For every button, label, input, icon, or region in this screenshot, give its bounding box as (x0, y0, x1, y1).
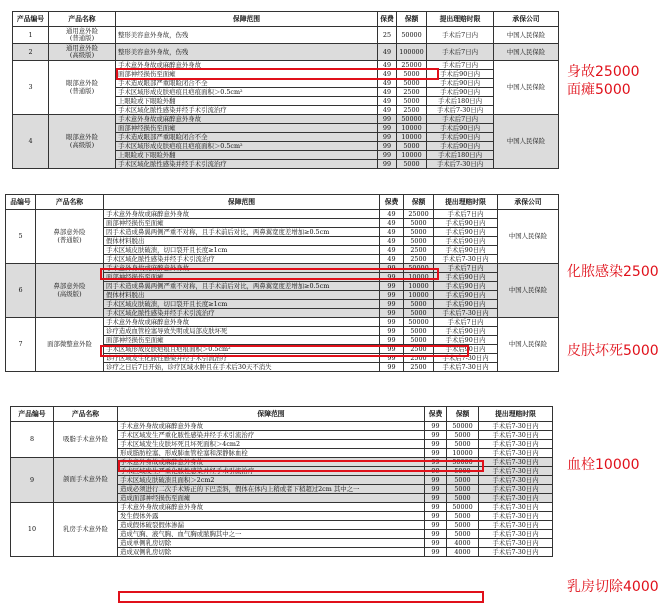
coverage-item: 手术区域化脓性感染并经手术引流治疗 (116, 106, 378, 115)
claim-deadline: 手术后7日内 (427, 115, 494, 124)
column-header: 提出理赔时限 (427, 12, 494, 27)
sum-insured-value: 10000 (404, 282, 434, 291)
sum-insured-value: 50000 (404, 318, 434, 327)
sum-insured-value: 25000 (404, 210, 434, 219)
coverage-item: 手术区域形成皮肤疤痕且疤痕面积＞0.5cm² (104, 345, 380, 354)
premium-value: 99 (380, 345, 404, 354)
note-text: 乳房切除4000 (567, 579, 659, 595)
sum-insured-value: 50000 (397, 27, 427, 44)
sum-insured-value: 5000 (397, 70, 427, 79)
premium-value: 99 (425, 503, 447, 512)
coverage-item: 手术区域发生严重化脓性感染并经手术引流治疗 (118, 467, 425, 476)
claim-deadline: 手术后7日内 (427, 44, 494, 61)
sum-insured-value: 5000 (447, 485, 479, 494)
column-header: 保额 (404, 195, 434, 210)
table-header-row (6, 195, 559, 210)
coverage-item: 面部神经损伤至面瘫 (116, 124, 378, 133)
claim-deadline: 手术后7-30日内 (479, 458, 553, 467)
insurer-name: 中国人民保险 (494, 27, 559, 44)
highlight-box-thrombus (118, 460, 484, 472)
coverage-item: 手术意外身故或麻醉意外身故 (118, 458, 425, 467)
coverage-item: 造成面部神经损伤至面瘫 (118, 494, 425, 503)
column-header: 保费 (380, 195, 404, 210)
coverage-item: 因手术造成鼻翼两侧严重不对称，且手术前后对比，两鼻翼宽度差增加≥0.5cm (104, 228, 380, 237)
premium-value: 49 (380, 219, 404, 228)
claim-deadline: 手术后90日内 (434, 273, 498, 282)
premium-value: 99 (378, 124, 397, 133)
sum-insured-value: 5000 (404, 237, 434, 246)
claim-deadline: 手术后180日内 (427, 151, 494, 160)
coverage-item: 造成单侧乳房切除 (118, 539, 425, 548)
sum-insured-value: 50000 (447, 458, 479, 467)
sum-insured-value: 5000 (404, 300, 434, 309)
column-header: 产品名称 (36, 195, 104, 210)
product-id: 4 (13, 115, 49, 169)
column-header: 保障范围 (104, 195, 380, 210)
insurer-name: 中国人民保险 (498, 318, 559, 372)
sum-insured-value: 5000 (447, 440, 479, 449)
premium-value: 99 (378, 142, 397, 151)
sum-insured-value: 5000 (404, 309, 434, 318)
insurance-table-3 (10, 406, 553, 557)
coverage-item: 造成气胸、液气胸、血气胸或脓胸其中之一 (118, 530, 425, 539)
table-row (13, 115, 559, 124)
premium-value: 99 (425, 440, 447, 449)
claim-deadline: 手术后7-30日内 (479, 530, 553, 539)
note-mastectomy (567, 579, 659, 597)
sum-insured-value: 2500 (404, 354, 434, 363)
product-name: 眼部意外险 (普通版) (49, 61, 116, 115)
coverage-item: 上眼睑或下眼睑外翻 (116, 97, 378, 106)
premium-value: 99 (380, 309, 404, 318)
coverage-item: 面部神经损伤至面瘫 (104, 273, 380, 282)
premium-value: 49 (378, 106, 397, 115)
claim-deadline: 手术后7-30日内 (479, 539, 553, 548)
claim-deadline: 手术后7-30日内 (427, 106, 494, 115)
column-header: 提出理赔时限 (479, 407, 553, 422)
product-id: 2 (13, 44, 49, 61)
premium-value: 49 (378, 70, 397, 79)
coverage-item: 诊疗区域发生化脓性感染并经手术引流治疗 (104, 354, 380, 363)
claim-deadline: 手术后7-30日内 (479, 503, 553, 512)
sum-insured-value: 5000 (397, 79, 427, 88)
highlight-box-death (116, 68, 439, 80)
product-id: 3 (13, 61, 49, 115)
claim-deadline: 手术后7-30日内 (479, 485, 553, 494)
product-id: 9 (11, 458, 54, 503)
table-header-row (13, 12, 559, 27)
note-necrosis (567, 343, 659, 361)
claim-deadline: 手术后7日内 (434, 210, 498, 219)
product-id: 10 (11, 503, 54, 557)
sum-insured-value: 10000 (447, 449, 479, 458)
premium-value: 99 (378, 151, 397, 160)
sum-insured-value: 50000 (447, 503, 479, 512)
sum-insured-value: 5000 (447, 467, 479, 476)
product-name: 眼部意外险 (高级版) (49, 115, 116, 169)
column-header: 保障范围 (116, 12, 378, 27)
coverage-item: 形成脂肪栓塞、形成肺血管栓塞和深静脉血栓 (118, 449, 425, 458)
product-name: 颌面手术意外险 (54, 458, 118, 503)
product-id: 1 (13, 27, 49, 44)
sum-insured-value: 5000 (404, 228, 434, 237)
column-header: 产品名称 (54, 407, 118, 422)
premium-value: 99 (425, 449, 447, 458)
product-name: 吸脂手术意外险 (54, 422, 118, 458)
product-name: 乳房手术意外险 (54, 503, 118, 557)
coverage-item: 面部神经损伤至面瘫 (104, 336, 380, 345)
note-text: 皮肤坏死5000 (567, 343, 659, 359)
column-header: 保费 (425, 407, 447, 422)
coverage-item: 手术区域化脓性感染并经手术引流治疗 (116, 160, 378, 169)
column-header: 产品编号 (11, 407, 54, 422)
claim-deadline: 手术后7-30日内 (434, 363, 498, 372)
coverage-item: 手术造成眼部严重眼睑闭合不全 (116, 79, 378, 88)
insurer-name: 中国人民保险 (494, 44, 559, 61)
product-id: 7 (6, 318, 36, 372)
column-header: 保费 (378, 12, 397, 27)
note-text: 身故25000 面瘫5000 (567, 64, 640, 98)
claim-deadline: 手术后7-30日内 (479, 440, 553, 449)
claim-deadline: 手术后7日内 (434, 264, 498, 273)
sum-insured-value: 5000 (397, 142, 427, 151)
note-text: 血栓10000 (567, 457, 640, 473)
coverage-item: 手术意外身故或麻醉意外身故 (104, 318, 380, 327)
coverage-item: 面部神经损伤至面瘫 (104, 219, 380, 228)
claim-deadline: 手术后90日内 (434, 291, 498, 300)
sum-insured-value: 2500 (397, 88, 427, 97)
coverage-item: 手术意外身故或麻醉意外身故 (118, 503, 425, 512)
product-name: 鼻部意外险 (高级版) (36, 264, 104, 318)
claim-deadline: 手术后90日内 (427, 88, 494, 97)
column-header: 提出理赔时限 (434, 195, 498, 210)
premium-value: 99 (380, 300, 404, 309)
premium-value: 99 (378, 115, 397, 124)
sum-insured-value: 10000 (404, 291, 434, 300)
premium-value: 99 (380, 363, 404, 372)
claim-deadline: 手术后90日内 (434, 228, 498, 237)
coverage-item: 手术意外身故或麻醉意外身故 (118, 422, 425, 431)
table-header-row (11, 407, 553, 422)
column-header: 保障范围 (118, 407, 425, 422)
premium-value: 49 (380, 255, 404, 264)
coverage-item: 整形美容意外身故，伤残 (116, 27, 378, 44)
premium-value: 49 (380, 246, 404, 255)
coverage-item: 手术意外身故或麻醉意外身故 (104, 210, 380, 219)
premium-value: 49 (380, 228, 404, 237)
claim-deadline: 手术后7-30日内 (479, 512, 553, 521)
insurer-name: 中国人民保险 (498, 210, 559, 264)
claim-deadline: 手术后7-30日内 (427, 160, 494, 169)
premium-value: 99 (425, 548, 447, 557)
premium-value: 25 (378, 27, 397, 44)
sum-insured-value: 50000 (447, 422, 479, 431)
product-id: 8 (11, 422, 54, 458)
coverage-item: 造成双侧乳房切除 (118, 548, 425, 557)
sum-insured-value: 5000 (404, 327, 434, 336)
coverage-item: 手术区域形成皮肤疤痕且疤痕面积＞0.5cm² (116, 142, 378, 151)
coverage-item: 手术区域发生严重化脓性感染并经手术引流治疗 (118, 431, 425, 440)
premium-value: 99 (425, 476, 447, 485)
table-row (13, 44, 559, 61)
coverage-item: 面部神经损伤至面瘫 (116, 70, 378, 79)
premium-value: 99 (425, 467, 447, 476)
premium-value: 49 (378, 61, 397, 70)
claim-deadline: 手术后7-30日内 (434, 309, 498, 318)
premium-value: 99 (378, 160, 397, 169)
sum-insured-value: 5000 (447, 530, 479, 539)
claim-deadline: 手术后90日内 (434, 246, 498, 255)
premium-value: 49 (378, 97, 397, 106)
sum-insured-value: 10000 (397, 151, 427, 160)
claim-deadline: 手术后90日内 (427, 79, 494, 88)
table-row (13, 27, 559, 44)
sum-insured-value: 25000 (397, 61, 427, 70)
premium-value: 99 (380, 264, 404, 273)
coverage-item: 造成假体破裂假体渗漏 (118, 521, 425, 530)
table-row (6, 210, 559, 219)
sum-insured-value: 4000 (447, 539, 479, 548)
sum-insured-value: 10000 (404, 273, 434, 282)
coverage-item: 假体材料脱出 (104, 237, 380, 246)
note-death-paralysis (567, 64, 640, 99)
highlight-box-infection (100, 268, 439, 280)
coverage-item: 造成必须进行二次手术矫正的下巴歪斜，假体在体内上稍或者下稍超过2cm 其中之一 (118, 485, 425, 494)
highlight-box-mastectomy (118, 591, 484, 603)
table-row (11, 503, 553, 512)
column-header: 品编号 (6, 195, 36, 210)
claim-deadline: 手术后90日内 (434, 336, 498, 345)
claim-deadline: 手术后7-30日内 (479, 467, 553, 476)
claim-deadline: 手术后90日内 (434, 327, 498, 336)
premium-value: 99 (425, 494, 447, 503)
coverage-item: 手术意外身故或麻醉意外身故 (116, 115, 378, 124)
sum-insured-value: 5000 (447, 431, 479, 440)
sum-insured-value: 2500 (404, 255, 434, 264)
coverage-item: 手术区域化脓性感染并经手术引流治疗 (104, 255, 380, 264)
claim-deadline: 手术后7-30日内 (479, 431, 553, 440)
premium-value: 49 (378, 44, 397, 61)
highlight-box-necrosis (100, 345, 469, 357)
column-header: 承保公司 (494, 12, 559, 27)
premium-value: 49 (380, 210, 404, 219)
coverage-item: 整形美容意外身故，伤残 (116, 44, 378, 61)
claim-deadline: 手术后7日内 (427, 61, 494, 70)
product-name: 通用意外险 (高级版) (49, 44, 116, 61)
coverage-item: 手术区域皮肤破溃，切口裂开且长度≥1cm (104, 300, 380, 309)
premium-value: 99 (425, 521, 447, 530)
claim-deadline: 手术后90日内 (427, 124, 494, 133)
note-infection (567, 264, 659, 282)
premium-value: 99 (425, 512, 447, 521)
coverage-item: 假体材料脱出 (104, 291, 380, 300)
column-header: 承保公司 (498, 195, 559, 210)
sum-insured-value: 50000 (397, 115, 427, 124)
sum-insured-value: 5000 (404, 219, 434, 228)
claim-deadline: 手术后180日内 (427, 97, 494, 106)
coverage-item: 手术区域皮肤破溃，切口裂开且长度≥1cm (104, 246, 380, 255)
sum-insured-value: 50000 (404, 264, 434, 273)
product-id: 5 (6, 210, 36, 264)
premium-value: 99 (380, 354, 404, 363)
coverage-item: 上眼睑或下眼睑外翻 (116, 151, 378, 160)
premium-value: 99 (380, 327, 404, 336)
claim-deadline: 手术后90日内 (434, 345, 498, 354)
product-name: 鼻部意外险 (普通版) (36, 210, 104, 264)
product-id: 6 (6, 264, 36, 318)
sum-insured-value: 5000 (447, 512, 479, 521)
claim-deadline: 手术后7日内 (434, 318, 498, 327)
coverage-item: 手术区域化脓性感染并经手术引流治疗 (104, 309, 380, 318)
sum-insured-value: 100000 (397, 44, 427, 61)
column-header: 保额 (397, 12, 427, 27)
premium-value: 99 (378, 133, 397, 142)
claim-deadline: 手术后7-30日内 (479, 422, 553, 431)
sum-insured-value: 2500 (397, 106, 427, 115)
coverage-item: 诊疗之日后7日开始，诊疗区域水肿且在手术后30天不消失 (104, 363, 380, 372)
claim-deadline: 手术后7-30日内 (479, 476, 553, 485)
claim-deadline: 手术后90日内 (434, 282, 498, 291)
claim-deadline: 手术后90日内 (427, 133, 494, 142)
sum-insured-value: 10000 (397, 133, 427, 142)
sum-insured-value: 5000 (397, 160, 427, 169)
premium-value: 99 (380, 273, 404, 282)
coverage-item: 因手术造成鼻翼两侧严重不对称，且手术前后对比，两鼻翼宽度差增加≥0.5cm (104, 282, 380, 291)
claim-deadline: 手术后90日内 (427, 142, 494, 151)
premium-value: 99 (380, 282, 404, 291)
premium-value: 99 (380, 291, 404, 300)
sum-insured-value: 5000 (404, 336, 434, 345)
sum-insured-value: 2500 (404, 363, 434, 372)
sum-insured-value: 2500 (404, 345, 434, 354)
claim-deadline: 手术后90日内 (434, 237, 498, 246)
note-text: 化脓感染2500 (567, 264, 659, 280)
sum-insured-value: 5000 (447, 476, 479, 485)
coverage-item: 手术区域发生皮肤坏死且坏死面积＞4cm2 (118, 440, 425, 449)
sum-insured-value: 4000 (447, 548, 479, 557)
coverage-item: 手术造成眼部严重眼睑闭合不全 (116, 133, 378, 142)
claim-deadline: 手术后7-30日内 (479, 449, 553, 458)
premium-value: 99 (425, 539, 447, 548)
premium-value: 99 (425, 431, 447, 440)
coverage-item: 手术区域皮肤破溃且面积＞2cm2 (118, 476, 425, 485)
product-name: 通用意外险 (普通版) (49, 27, 116, 44)
sum-insured-value: 5000 (447, 494, 479, 503)
claim-deadline: 手术后7-30日内 (479, 494, 553, 503)
sum-insured-value: 2500 (404, 246, 434, 255)
table-row (11, 422, 553, 431)
note-thrombus (567, 457, 640, 475)
sum-insured-value: 10000 (397, 124, 427, 133)
insurance-table-1 (12, 11, 559, 169)
coverage-item: 手术意外身故或麻醉意外身故 (104, 264, 380, 273)
premium-value: 99 (425, 458, 447, 467)
premium-value: 99 (380, 318, 404, 327)
premium-value: 49 (378, 88, 397, 97)
insurer-name: 中国人民保险 (498, 264, 559, 318)
claim-deadline: 手术后7-30日内 (479, 548, 553, 557)
premium-value: 49 (378, 79, 397, 88)
insurer-name: 中国人民保险 (494, 61, 559, 115)
claim-deadline: 手术后7-30日内 (434, 255, 498, 264)
premium-value: 99 (380, 336, 404, 345)
coverage-item: 诊疗造成血管栓塞导致失明或局部皮肤坏死 (104, 327, 380, 336)
product-name: 面部微整意外险 (36, 318, 104, 372)
coverage-item: 手术意外身故或麻醉意外身故 (116, 61, 378, 70)
sum-insured-value: 5000 (397, 97, 427, 106)
claim-deadline: 手术后90日内 (434, 300, 498, 309)
claim-deadline: 手术后90日内 (427, 70, 494, 79)
premium-value: 99 (425, 422, 447, 431)
premium-value: 49 (380, 237, 404, 246)
column-header: 产品编号 (13, 12, 49, 27)
claim-deadline: 手术后7-30日内 (434, 354, 498, 363)
insurer-name: 中国人民保险 (494, 115, 559, 169)
claim-deadline: 手术后90日内 (434, 219, 498, 228)
sum-insured-value: 5000 (447, 521, 479, 530)
claim-deadline: 手术后7-30日内 (479, 521, 553, 530)
premium-value: 99 (425, 530, 447, 539)
coverage-item: 发生假体外露 (118, 512, 425, 521)
column-header: 产品名称 (49, 12, 116, 27)
table-row (6, 318, 559, 327)
claim-deadline: 手术后7日内 (427, 27, 494, 44)
column-header: 保额 (447, 407, 479, 422)
premium-value: 99 (425, 485, 447, 494)
coverage-item: 手术区域形成皮肤疤痕且疤痕面积＞0.5cm² (116, 88, 378, 97)
